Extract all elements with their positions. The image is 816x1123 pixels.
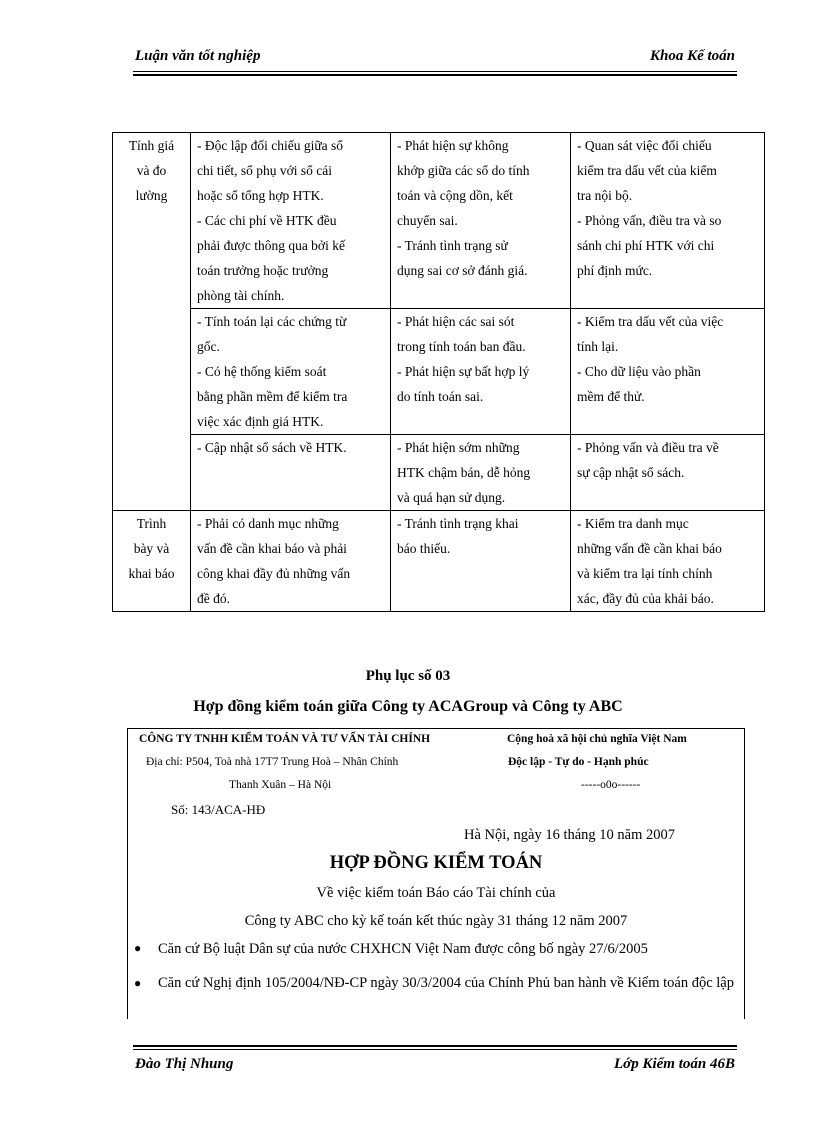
contract-title: HỢP ĐỒNG KIỂM TOÁN bbox=[329, 853, 543, 873]
cell-line: - Các chi phí về HTK đều bbox=[197, 213, 337, 228]
cell-line: dụng sai cơ sở đánh giá. bbox=[397, 263, 528, 278]
table-cell-procedure bbox=[191, 309, 391, 435]
cell-line: khớp giữa các sổ do tính bbox=[397, 163, 530, 178]
table-cell-category bbox=[113, 133, 191, 511]
cell-line: phòng tài chính. bbox=[197, 288, 285, 303]
contract-excerpt bbox=[127, 728, 745, 1019]
header-thesis-label: Luận văn tốt nghiệp bbox=[135, 48, 261, 64]
cell-line: phí định mức. bbox=[577, 263, 653, 278]
cell-line: - Có hệ thống kiểm soát bbox=[197, 364, 327, 379]
cell-line: đề đó. bbox=[197, 591, 230, 606]
cell-line: tra nội bộ. bbox=[577, 188, 633, 203]
cell-line: và đo bbox=[136, 163, 167, 178]
cell-line: xác, đầy đủ của khải báo. bbox=[577, 591, 714, 606]
cell-line: - Phát hiện sự bất hợp lý bbox=[397, 364, 530, 379]
cell-line: - Phát hiện các sai sót bbox=[397, 314, 515, 329]
table-cell-purpose bbox=[391, 133, 571, 309]
cell-line: - Phỏng vấn và điều tra về bbox=[577, 440, 719, 455]
contract-subject-line1: Về việc kiểm toán Báo cáo Tài chính của bbox=[316, 885, 556, 901]
table-row bbox=[113, 309, 765, 435]
table-cell-procedure bbox=[191, 511, 391, 612]
separator-ornament: -----o0o------ bbox=[581, 779, 641, 791]
place-date: Hà Nội, ngày 16 tháng 10 năm 2007 bbox=[464, 827, 676, 843]
cell-line: lường bbox=[135, 188, 168, 203]
cell-line: chuyển sai. bbox=[397, 213, 458, 228]
header-rule bbox=[133, 71, 737, 72]
table-cell-purpose bbox=[391, 309, 571, 435]
cell-line: phải được thông qua bởi kế bbox=[197, 238, 345, 253]
bullet-icon: ● bbox=[134, 976, 142, 990]
cell-line: báo thiếu. bbox=[397, 541, 451, 556]
appendix-title: Phụ lục số 03 bbox=[365, 668, 451, 684]
cell-line: công khai đầy đủ những vấn bbox=[197, 566, 351, 581]
page-footer bbox=[135, 1056, 735, 1078]
cell-line: Trình bbox=[136, 516, 167, 531]
table-cell-test bbox=[571, 309, 765, 435]
table-cell-procedure bbox=[191, 435, 391, 511]
cell-line: và kiểm tra lại tính chính bbox=[577, 566, 713, 581]
cell-line: vấn đề cần khai báo và phải bbox=[197, 541, 347, 556]
table-cell-procedure bbox=[191, 133, 391, 309]
cell-line: - Tránh tình trạng sử bbox=[397, 238, 508, 253]
cell-line: những vấn đề cần khai báo bbox=[577, 541, 722, 556]
cell-line: - Phải có danh mục những bbox=[197, 516, 339, 531]
firm-name: CÔNG TY TNHH KIỂM TOÁN VÀ TƯ VẤN TÀI CHÍNH bbox=[139, 733, 431, 745]
list-item-text: Căn cứ Nghị định 105/2004/NĐ-CP ngày 30/3/2004 của Chính Phủ ban hành về Kiểm toán độc lập bbox=[158, 975, 734, 991]
cell-line: - Phát hiện sự không bbox=[397, 138, 509, 153]
cell-line: sự cập nhật sổ sách. bbox=[577, 465, 685, 480]
footer-class-label: Lớp Kiểm toán 46B bbox=[614, 1056, 735, 1072]
table-body bbox=[113, 133, 765, 612]
table-cell-purpose bbox=[391, 511, 571, 612]
cell-line: - Quan sát việc đối chiếu bbox=[577, 138, 712, 153]
footer-rule-thick bbox=[133, 1045, 737, 1047]
firm-address-line2: Thanh Xuân – Hà Nội bbox=[229, 779, 332, 791]
cell-line: - Tránh tình trạng khai bbox=[397, 516, 519, 531]
cell-line: trong tính toán ban đầu. bbox=[397, 339, 526, 354]
cell-line: - Phát hiện sớm những bbox=[397, 440, 520, 455]
cell-line: HTK chậm bán, dễ hỏng bbox=[397, 465, 531, 480]
cell-line: khai báo bbox=[128, 566, 175, 581]
cell-line: - Độc lập đối chiếu giữa sổ bbox=[197, 138, 344, 153]
cell-line: bằng phần mềm để kiểm tra bbox=[197, 389, 348, 404]
appendix-subtitle: Hợp đồng kiểm toán giữa Công ty ACAGroup và Công ty ABC bbox=[193, 698, 623, 715]
cell-line: toán trưởng hoặc trưởng bbox=[197, 263, 329, 278]
table-row bbox=[113, 133, 765, 309]
cell-line: việc xác định giá HTK. bbox=[197, 414, 324, 429]
cell-line: kiểm tra dấu vết của kiểm bbox=[577, 163, 717, 178]
list-item bbox=[134, 970, 738, 997]
cell-line: - Phỏng vấn, điều tra và so bbox=[577, 213, 722, 228]
cell-line: chi tiết, sổ phụ với sổ cái bbox=[197, 163, 332, 178]
cell-line: và quá hạn sử dụng. bbox=[397, 490, 506, 505]
header-faculty-label: Khoa Kế toán bbox=[649, 48, 735, 64]
contract-subject-line2: Công ty ABC cho kỳ kế toán kết thúc ngày 31 tháng 12 năm 2007 bbox=[244, 913, 628, 929]
table-cell-test bbox=[571, 511, 765, 612]
page-header bbox=[135, 48, 735, 70]
cell-line: toán và cộng dồn, kết bbox=[397, 188, 513, 203]
table-cell-test bbox=[571, 435, 765, 511]
footer-author-name: Đào Thị Nhung bbox=[135, 1056, 234, 1072]
header-rule-thick bbox=[133, 74, 737, 76]
cell-line: hoặc sổ tổng hợp HTK. bbox=[197, 188, 324, 203]
national-motto: Độc lập - Tự do - Hạnh phúc bbox=[508, 756, 649, 768]
list-item bbox=[134, 941, 648, 958]
cell-line: tính lại. bbox=[577, 339, 619, 354]
cell-line: - Kiểm tra dấu vết của việc bbox=[577, 314, 724, 329]
cell-line: bày và bbox=[133, 541, 170, 556]
cell-line: - Cập nhật sổ sách về HTK. bbox=[197, 440, 347, 455]
cell-line: do tính toán sai. bbox=[397, 389, 484, 404]
cell-line: sánh chi phí HTK với chi bbox=[577, 238, 715, 253]
cell-line: - Cho dữ liệu vào phần bbox=[577, 364, 701, 379]
list-item-text: Căn cứ Bộ luật Dân sự của nước CHXHCN Việt Nam được công bố ngày 27/6/2005 bbox=[158, 941, 648, 957]
cell-line: Tính giá bbox=[128, 138, 175, 153]
cell-line: - Kiểm tra danh mục bbox=[577, 516, 689, 531]
contract-number: Số: 143/ACA-HĐ bbox=[171, 802, 266, 817]
bullet-icon: ● bbox=[134, 941, 142, 955]
cell-line: mềm để thử. bbox=[577, 389, 645, 404]
table-cell-test bbox=[571, 133, 765, 309]
cell-line: gốc. bbox=[197, 339, 220, 354]
cell-line: - Tính toán lại các chứng từ bbox=[197, 314, 347, 329]
firm-address-line1: Địa chỉ: P504, Toà nhà 17T7 Trung Hoà – Nhân Chính bbox=[146, 756, 399, 768]
table-row bbox=[113, 511, 765, 612]
table-row bbox=[113, 435, 765, 511]
footer-rule bbox=[133, 1049, 737, 1050]
table-cell-purpose bbox=[391, 435, 571, 511]
nation-title: Cộng hoà xã hội chủ nghĩa Việt Nam bbox=[507, 733, 687, 745]
control-procedures-table bbox=[112, 132, 765, 612]
table-cell-category bbox=[113, 511, 191, 612]
